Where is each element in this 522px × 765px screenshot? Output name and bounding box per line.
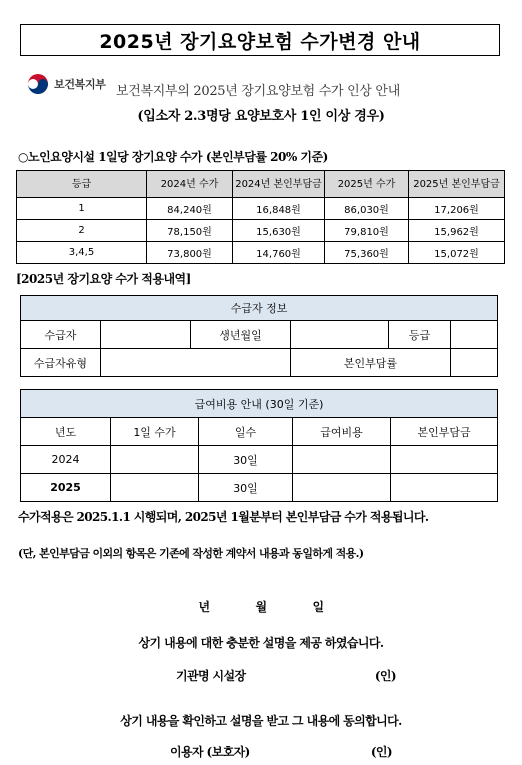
- rate-table-header: [17, 171, 505, 198]
- agreement-statement: 상기 내용을 확인하고 설명을 받고 그 내용에 동의합니다.: [120, 714, 402, 728]
- grade-label: 등급: [389, 321, 451, 349]
- days-cell: 30일: [199, 474, 293, 502]
- ministry-logo-text: 보건복지부: [54, 78, 106, 91]
- table-cell: 73,800원: [147, 242, 233, 264]
- copay-field[interactable]: [391, 446, 498, 474]
- copay-rate-label: 본인부담률: [291, 349, 451, 377]
- copay-rate-field[interactable]: [451, 349, 498, 377]
- year-cell: 2024: [21, 446, 111, 474]
- days-cell: 30일: [199, 446, 293, 474]
- date-month: 월: [255, 600, 267, 614]
- header-2025-copay: 2025년 본인부담금: [409, 171, 505, 198]
- user-signature-label: 이용자 (보호자): [170, 745, 250, 759]
- date-line: [0, 598, 522, 615]
- recipient-name-label: 수급자: [21, 321, 101, 349]
- table-row: [17, 242, 505, 264]
- notice-subtext: (입소자 2.3명당 요양보호사 1인 이상 경우): [137, 109, 385, 124]
- ministry-logo: [26, 72, 106, 96]
- header-2025-fee: 2025년 수가: [325, 171, 409, 198]
- header-daily-fee: 1일 수가: [111, 418, 199, 446]
- table-cell: 15,630원: [233, 220, 325, 242]
- table-cell: 79,810원: [325, 220, 409, 242]
- recipient-name-field[interactable]: [101, 321, 191, 349]
- benefit-header-row: [21, 418, 498, 446]
- table-row: [21, 474, 498, 502]
- recipient-info-table: [20, 295, 498, 377]
- daily-fee-field[interactable]: [111, 446, 199, 474]
- institution-signature-line: [176, 667, 396, 684]
- header-copay: 본인부담금: [391, 418, 498, 446]
- user-signature-line: [170, 743, 392, 760]
- date-year: 년: [198, 600, 210, 614]
- benefit-cost-field[interactable]: [293, 474, 391, 502]
- header-year: 년도: [21, 418, 111, 446]
- benefit-cost-table: [20, 389, 498, 502]
- header-days: 일수: [199, 418, 293, 446]
- institution-seal-mark[interactable]: (인): [374, 669, 396, 683]
- header-benefit-cost: 급여비용: [293, 418, 391, 446]
- user-seal-mark[interactable]: (인): [370, 745, 392, 759]
- table-cell: 86,030원: [325, 198, 409, 220]
- recipient-info-title: 수급자 정보: [21, 296, 498, 321]
- recipient-type-label: 수급자유형: [21, 349, 101, 377]
- year-cell: 2025: [21, 474, 111, 502]
- rate-table: [16, 170, 505, 264]
- table-cell: 2: [17, 220, 147, 242]
- table-cell: 15,072원: [409, 242, 505, 264]
- date-day: 일: [312, 600, 324, 614]
- table-cell: 1: [17, 198, 147, 220]
- notice-text: 보건복지부의 2025년 장기요양보험 수가 인상 안내: [116, 84, 400, 99]
- benefit-cost-title: 급여비용 안내 (30일 기준): [21, 390, 498, 418]
- table-row: [21, 446, 498, 474]
- table-cell: 75,360원: [325, 242, 409, 264]
- application-note: 수가적용은 2025.1.1 시행되며, 2025년 1월분부터 본인부담금 수가 적용됩니다.: [18, 510, 429, 524]
- table-cell: 84,240원: [147, 198, 233, 220]
- explanation-statement: 상기 내용에 대한 충분한 설명을 제공 하였습니다.: [138, 636, 384, 650]
- table-cell: 14,760원: [233, 242, 325, 264]
- document-title: 2025년 장기요양보험 수가변경 안내: [20, 24, 500, 56]
- benefit-cost-field[interactable]: [293, 446, 391, 474]
- rate-section-heading: ○노인요양시설 1일당 장기요양 수가 (본인부담률 20% 기준): [18, 150, 328, 164]
- copay-field[interactable]: [391, 474, 498, 502]
- header-grade: 등급: [17, 171, 147, 198]
- table-cell: 17,206원: [409, 198, 505, 220]
- table-row: [17, 198, 505, 220]
- daily-fee-field[interactable]: [111, 474, 199, 502]
- header-2024-fee: 2024년 수가: [147, 171, 233, 198]
- apply-section-heading: [2025년 장기요양 수가 적용내역]: [16, 272, 191, 286]
- header-2024-copay: 2024년 본인부담금: [233, 171, 325, 198]
- ministry-emblem-icon: [26, 72, 50, 96]
- exception-note: (단, 본인부담금 이외의 항목은 기존에 작성한 계약서 내용과 동일하게 적용.): [18, 547, 364, 560]
- table-cell: 78,150원: [147, 220, 233, 242]
- institution-signature-label: 기관명 시설장: [176, 669, 246, 683]
- recipient-type-field[interactable]: [101, 349, 291, 377]
- grade-field[interactable]: [451, 321, 498, 349]
- table-cell: 16,848원: [233, 198, 325, 220]
- table-cell: 15,962원: [409, 220, 505, 242]
- birthdate-label: 생년월일: [191, 321, 291, 349]
- table-row: [17, 220, 505, 242]
- birthdate-field[interactable]: [291, 321, 389, 349]
- table-cell: 3,4,5: [17, 242, 147, 264]
